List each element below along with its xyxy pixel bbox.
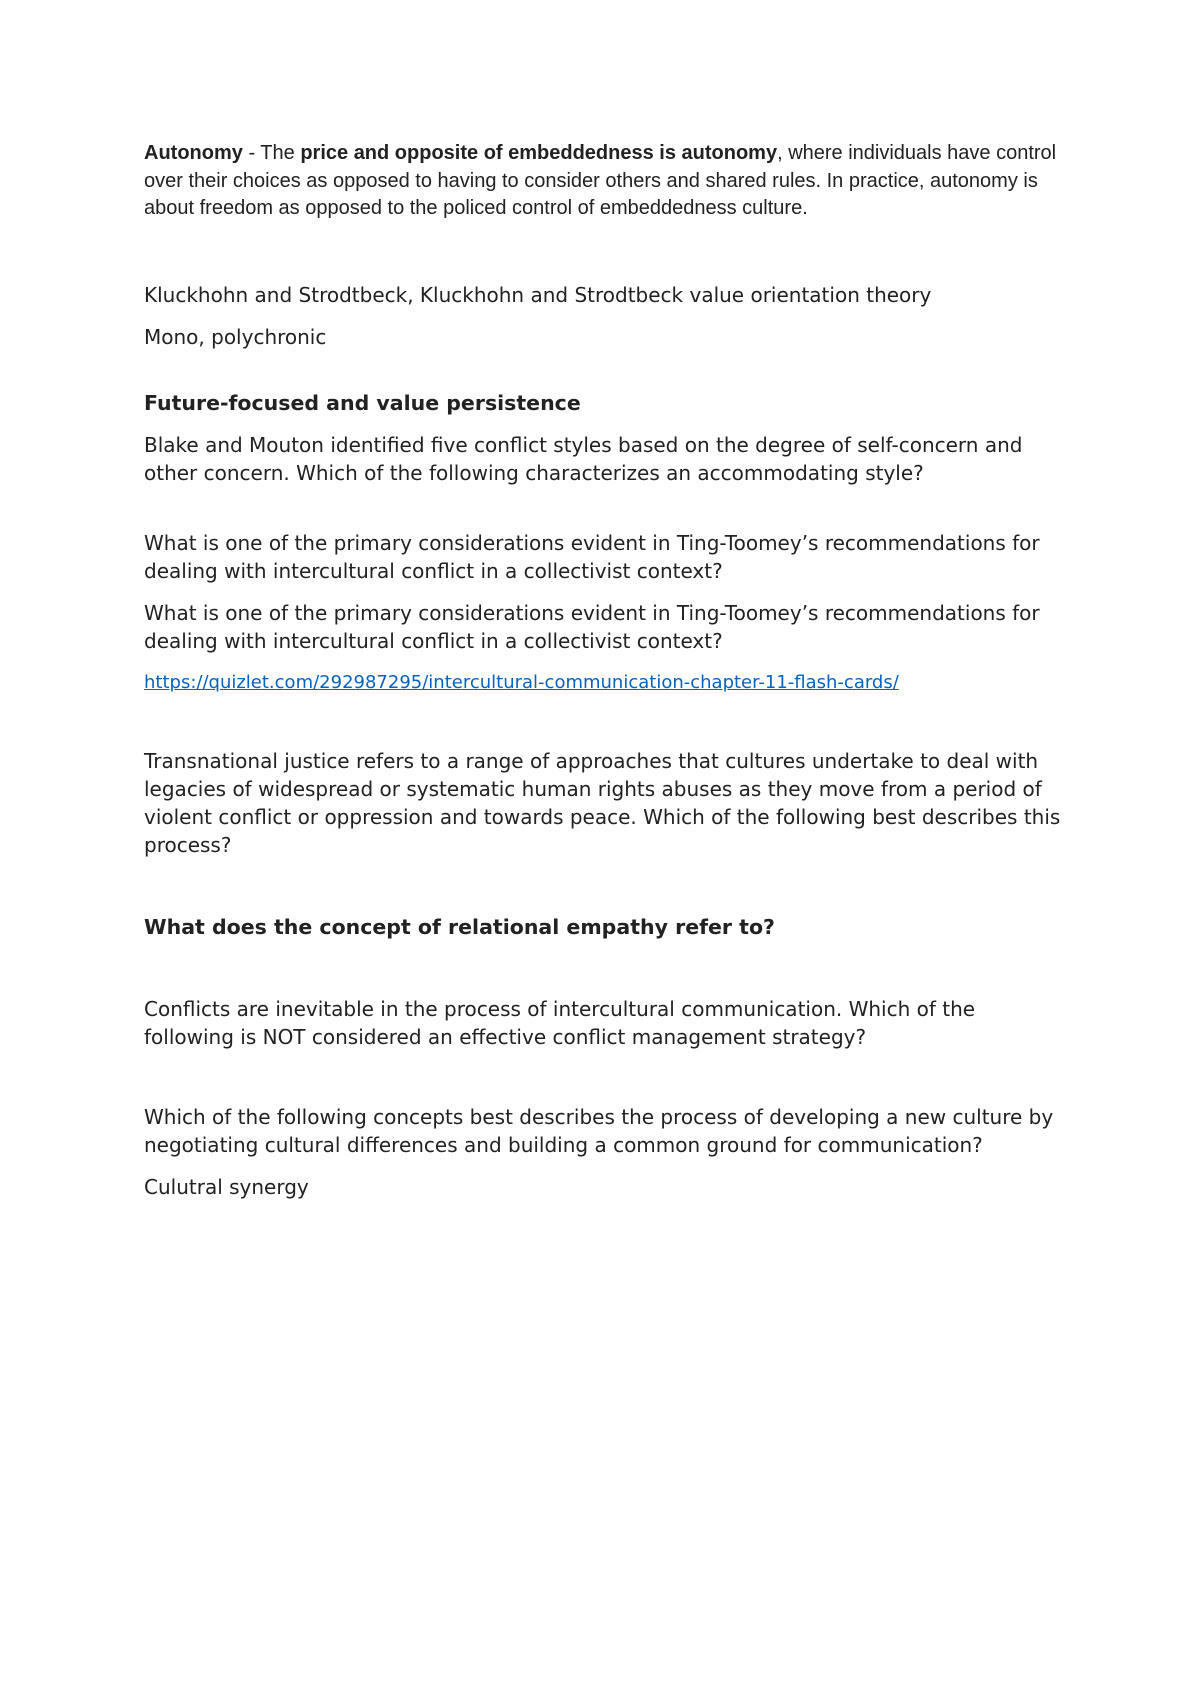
synergy-answer: Culutral synergy	[144, 1174, 309, 1199]
quizlet-link-line	[144, 671, 1064, 695]
kluckhohn-line: Kluckhohn and Strodtbeck, Kluckhohn and Strodtbeck value orientation theory	[144, 282, 932, 307]
ting-paragraph-2: What is one of the primary considerations evident in Ting-Toomey’s recommendations for dealing with intercultural conflict in a collectivist context?	[144, 600, 1040, 653]
ting-paragraph-1: What is one of the primary considerations evident in Ting-Toomey’s recommendations for dealing with intercultural conflict in a collectivist context?	[144, 530, 1040, 583]
future-heading: Future-focused and value persistence	[144, 390, 581, 415]
autonomy-rest: , where individuals have control over their choices as opposed to having to consider others and shared rules. In practice, autonomy is about freedom as opposed to the policed control of embeddedness culture.	[144, 142, 1057, 219]
quizlet-link[interactable]: https://quizlet.com/292987295/intercultural-communication-chapter-11-flash-cards/	[144, 671, 899, 693]
autonomy-bold-phrase: price and opposite of embeddedness is autonomy	[300, 142, 778, 164]
document-page	[144, 140, 1064, 1201]
autonomy-paragraph	[144, 140, 1064, 223]
transnational-paragraph: Transnational justice refers to a range of approaches that cultures undertake to deal with legacies of widespread or systematic human rights abuses as they move from a period of violent conflict or oppression and towards peace. Which of the following best describes this process?	[144, 748, 1061, 857]
blake-paragraph: Blake and Mouton identified five conflict styles based on the degree of self-concern and other concern. Which of the following characterizes an accommodating style?	[144, 432, 1023, 485]
autonomy-dash: - The	[242, 142, 301, 164]
autonomy-term: Autonomy	[144, 142, 243, 164]
mono-line: Mono, polychronic	[144, 324, 327, 349]
conflicts-paragraph: Conflicts are inevitable in the process of intercultural communication. Which of the following is NOT considered an effective conflict management strategy?	[144, 996, 976, 1049]
synergy-question: Which of the following concepts best describes the process of developing a new culture by negotiating cultural differences and building a common ground for communication?	[144, 1104, 1054, 1157]
empathy-heading: What does the concept of relational empathy refer to?	[144, 914, 775, 939]
